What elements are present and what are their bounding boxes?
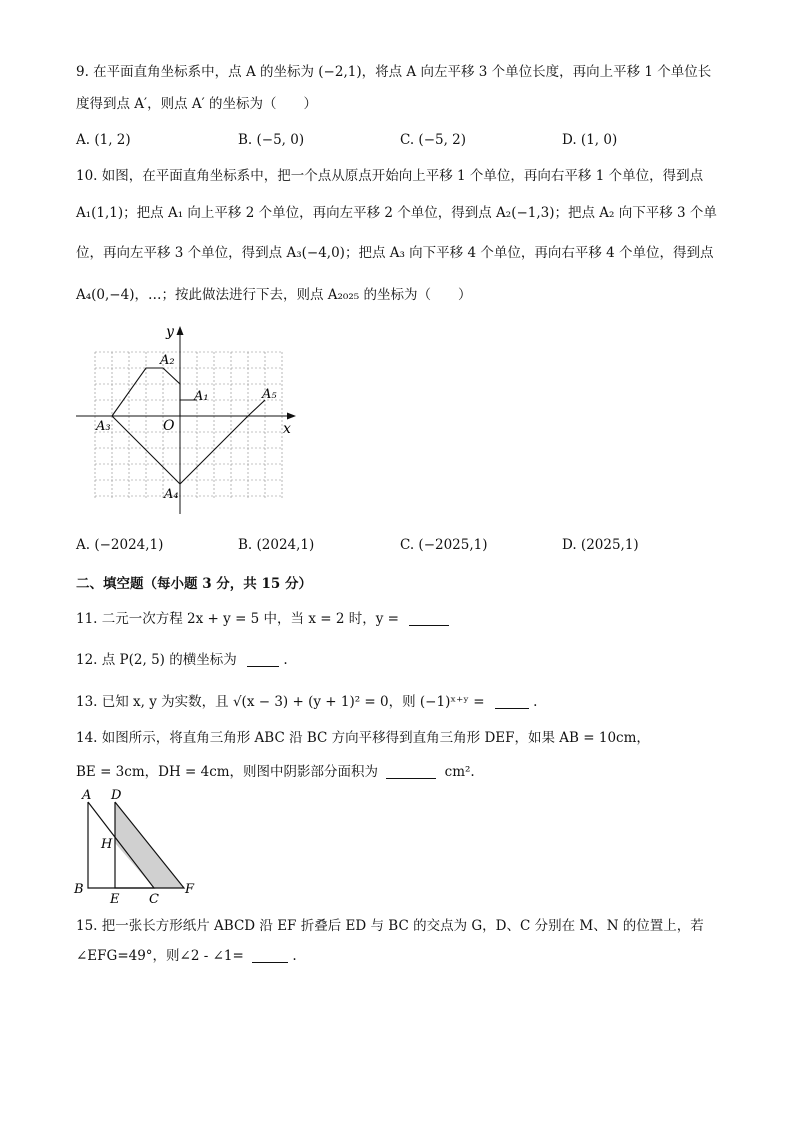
point-a1-label: A₁: [194, 389, 209, 404]
q14-line2: [76, 762, 475, 782]
q10-line2: A₁(1,1)；把点 A₁ 向上平移 2 个单位，再向左平移 2 个单位，得到点 A₂(−1,3)；把点 A₂ 向下平移 3 个单: [76, 205, 717, 221]
q14-answer-blank[interactable]: [386, 764, 436, 779]
q10-options: [76, 534, 716, 556]
q10-coordinate-figure: [70, 320, 310, 520]
q11-answer-blank[interactable]: [409, 611, 449, 626]
q9-options: [76, 129, 716, 151]
label-c: C: [149, 892, 159, 906]
section-title: 二、填空题（每小题 3 分，共 15 分）: [76, 576, 312, 592]
q13-end: .: [533, 694, 538, 710]
q10-line1: 10. 如图，在平面直角坐标系中，把一个点从原点开始向上平移 1 个单位，再向右平移 1 个单位，得到点: [76, 168, 704, 184]
q12-end: .: [283, 652, 288, 668]
q12-text: 12. 点 P(2, 5) 的横坐标为: [76, 652, 237, 668]
q14-unit: cm².: [444, 764, 475, 780]
point-a5-label: A₅: [262, 387, 277, 402]
q14-line2-text: BE = 3cm，DH = 4cm，则图中阴影部分面积为: [76, 764, 379, 780]
q14-line1: 14. 如图所示，将直角三角形 ABC 沿 BC 方向平移得到直角三角形 DEF，如果 AB = 10cm，: [76, 730, 650, 746]
label-d: D: [111, 788, 122, 803]
label-b: B: [74, 882, 84, 897]
y-axis-arrow: [177, 326, 184, 335]
q15-line2-text: ∠EFG=49°，则∠2 - ∠1=: [76, 948, 244, 964]
q14-triangle-figure: [72, 782, 212, 906]
q9-line1: 9. 在平面直角坐标系中，点 A 的坐标为 (−2,1)，将点 A 向左平移 3 个单位长度，再向上平移 1 个单位长: [76, 64, 712, 80]
label-f: F: [185, 882, 195, 897]
label-e: E: [110, 892, 120, 906]
q12: [76, 650, 288, 670]
label-a: A: [82, 788, 92, 803]
q15-line2: [76, 946, 297, 966]
point-a2-label: A₂: [160, 353, 175, 368]
q9-option-d: D. (1, 0): [562, 132, 618, 148]
q10-option-c: C. (−2025,1): [400, 537, 488, 553]
label-h: H: [101, 837, 113, 852]
q10-option-d: D. (2025,1): [562, 537, 639, 553]
q9-option-a: A. (1, 2): [76, 132, 131, 148]
q9-line2: 度得到点 A′，则点 A′ 的坐标为（ ）: [76, 96, 318, 112]
point-a3-label: A₃: [96, 419, 111, 434]
x-axis-arrow: [287, 413, 296, 420]
q9-option-b: B. (−5, 0): [238, 132, 305, 148]
q10-path: [112, 368, 265, 484]
y-axis-label: y: [166, 324, 174, 340]
x-axis-label: x: [283, 421, 291, 437]
point-a4-label: A₄: [164, 487, 179, 502]
q10-option-a: A. (−2024,1): [76, 537, 164, 553]
q10-line4: A₄(0,−4)，…；按此做法进行下去，则点 A₂₀₂₅ 的坐标为（ ）: [76, 287, 472, 303]
q11-text: 11. 二元一次方程 2x + y = 5 中，当 x = 2 时，y =: [76, 611, 399, 627]
q15-answer-blank[interactable]: [252, 948, 288, 963]
q15-line1: 15. 把一张长方形纸片 ABCD 沿 EF 折叠后 ED 与 BC 的交点为 G，D、C 分别在 M、N 的位置上，若: [76, 918, 704, 934]
q11: [76, 609, 449, 629]
q10-line3: 位，再向左平移 3 个单位，得到点 A₃(−4,0)；把点 A₃ 向下平移 4 个单位，再向右平移 4 个单位，得到点: [76, 245, 714, 261]
q13: [76, 692, 537, 712]
q9-option-c: C. (−5, 2): [400, 132, 467, 148]
q15-end: .: [292, 948, 297, 964]
origin-label: O: [163, 418, 175, 434]
q13-text: 13. 已知 x, y 为实数，且 √(x − 3) + (y + 1)² = 0，则 (−1)ˣ⁺ʸ =: [76, 694, 485, 710]
q12-answer-blank[interactable]: [247, 652, 279, 667]
q10-option-b: B. (2024,1): [238, 537, 315, 553]
q13-answer-blank[interactable]: [495, 694, 529, 709]
